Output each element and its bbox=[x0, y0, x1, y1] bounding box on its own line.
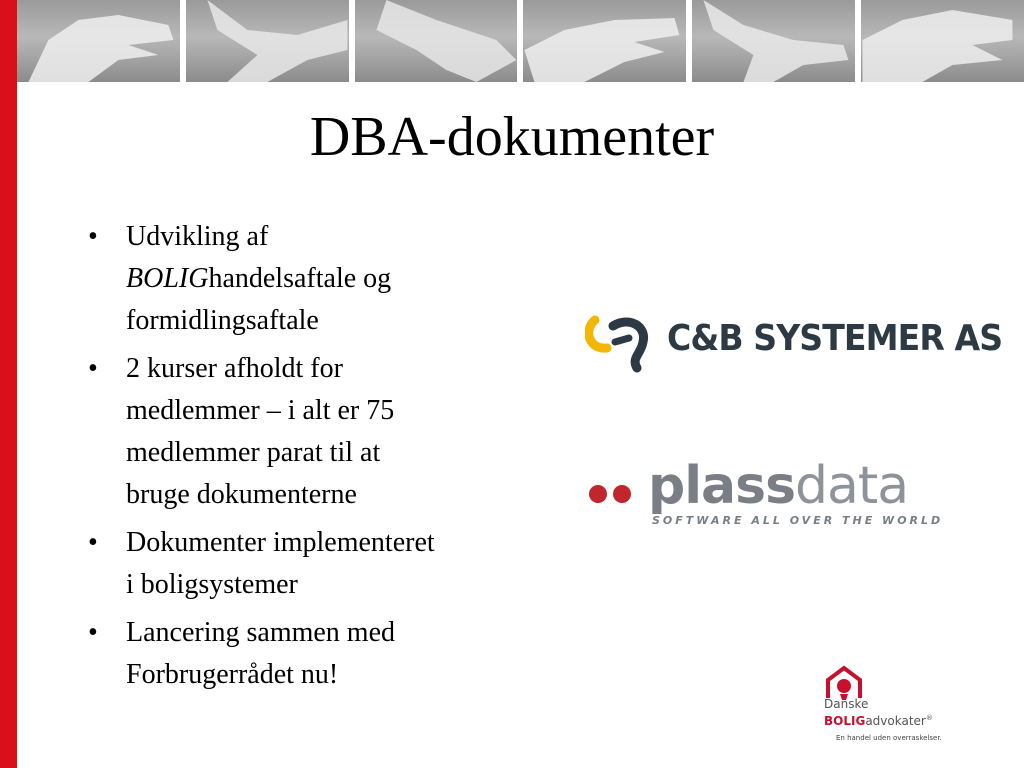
bullet-line: Forbrugerrådet nu! bbox=[126, 659, 339, 690]
header-photo-strip bbox=[17, 0, 1024, 82]
dba-logo-name bbox=[824, 697, 933, 728]
bullet-line: Udvikling af bbox=[126, 221, 269, 252]
plassdata-logo bbox=[588, 456, 944, 534]
bullet-line: Lancering sammen med bbox=[126, 617, 396, 648]
bullet-glyph: • bbox=[88, 353, 98, 384]
header-photo-1 bbox=[17, 0, 180, 82]
bullet-item-1 bbox=[88, 216, 518, 342]
bullet-line: handelsaftale og bbox=[208, 263, 392, 294]
plassdata-wordmark bbox=[648, 456, 908, 516]
bullet-item-3 bbox=[88, 522, 518, 606]
dba-line1: Danske bbox=[824, 697, 869, 711]
cb-logo-text: C&B SYSTEMER AS bbox=[667, 318, 1003, 359]
plassdata-word-a: plass bbox=[648, 456, 796, 516]
dba-tagline: En handel uden overraskelser. bbox=[836, 734, 942, 742]
bullet-line: bruge dokumenterne bbox=[126, 479, 357, 510]
bullet-line: medlemmer parat til at bbox=[126, 437, 381, 468]
bullet-glyph: • bbox=[88, 221, 98, 252]
bullet-glyph: • bbox=[88, 617, 98, 648]
plassdata-tagline: SOFTWARE ALL OVER THE WORLD bbox=[652, 514, 944, 527]
dba-bolig: BOLIG bbox=[824, 714, 866, 728]
bullet-list bbox=[88, 216, 518, 702]
bullet-item-4 bbox=[88, 612, 518, 696]
plassdata-dots-icon bbox=[588, 482, 644, 506]
header-photo-5 bbox=[692, 0, 855, 82]
header-photo-4 bbox=[523, 0, 686, 82]
bullet-line: 2 kurser afholdt for bbox=[126, 353, 343, 384]
header-photo-6 bbox=[861, 0, 1024, 82]
bullet-line: Dokumenter implementeret bbox=[126, 527, 435, 558]
bullet-glyph: • bbox=[88, 527, 98, 558]
bullet-line: i boligsystemer bbox=[126, 569, 298, 600]
header-photo-3 bbox=[355, 0, 518, 82]
bullet-line: medlemmer – i alt er 75 bbox=[126, 395, 395, 426]
dba-advokater: advokater bbox=[865, 714, 926, 728]
cb-swirl-icon bbox=[585, 312, 665, 374]
slide-title: DBA-dokumenter bbox=[309, 106, 715, 168]
bullet-item-2 bbox=[88, 348, 518, 516]
bullet-italic-prefix: BOLIG bbox=[126, 263, 209, 294]
danske-boligadvokater-logo bbox=[818, 664, 958, 748]
header-photo-2 bbox=[186, 0, 349, 82]
cb-systemer-logo bbox=[585, 312, 1003, 374]
plassdata-word-b: data bbox=[795, 456, 909, 516]
bullet-line: formidlingsaftale bbox=[126, 305, 319, 336]
dba-registered-mark: ® bbox=[925, 714, 933, 722]
